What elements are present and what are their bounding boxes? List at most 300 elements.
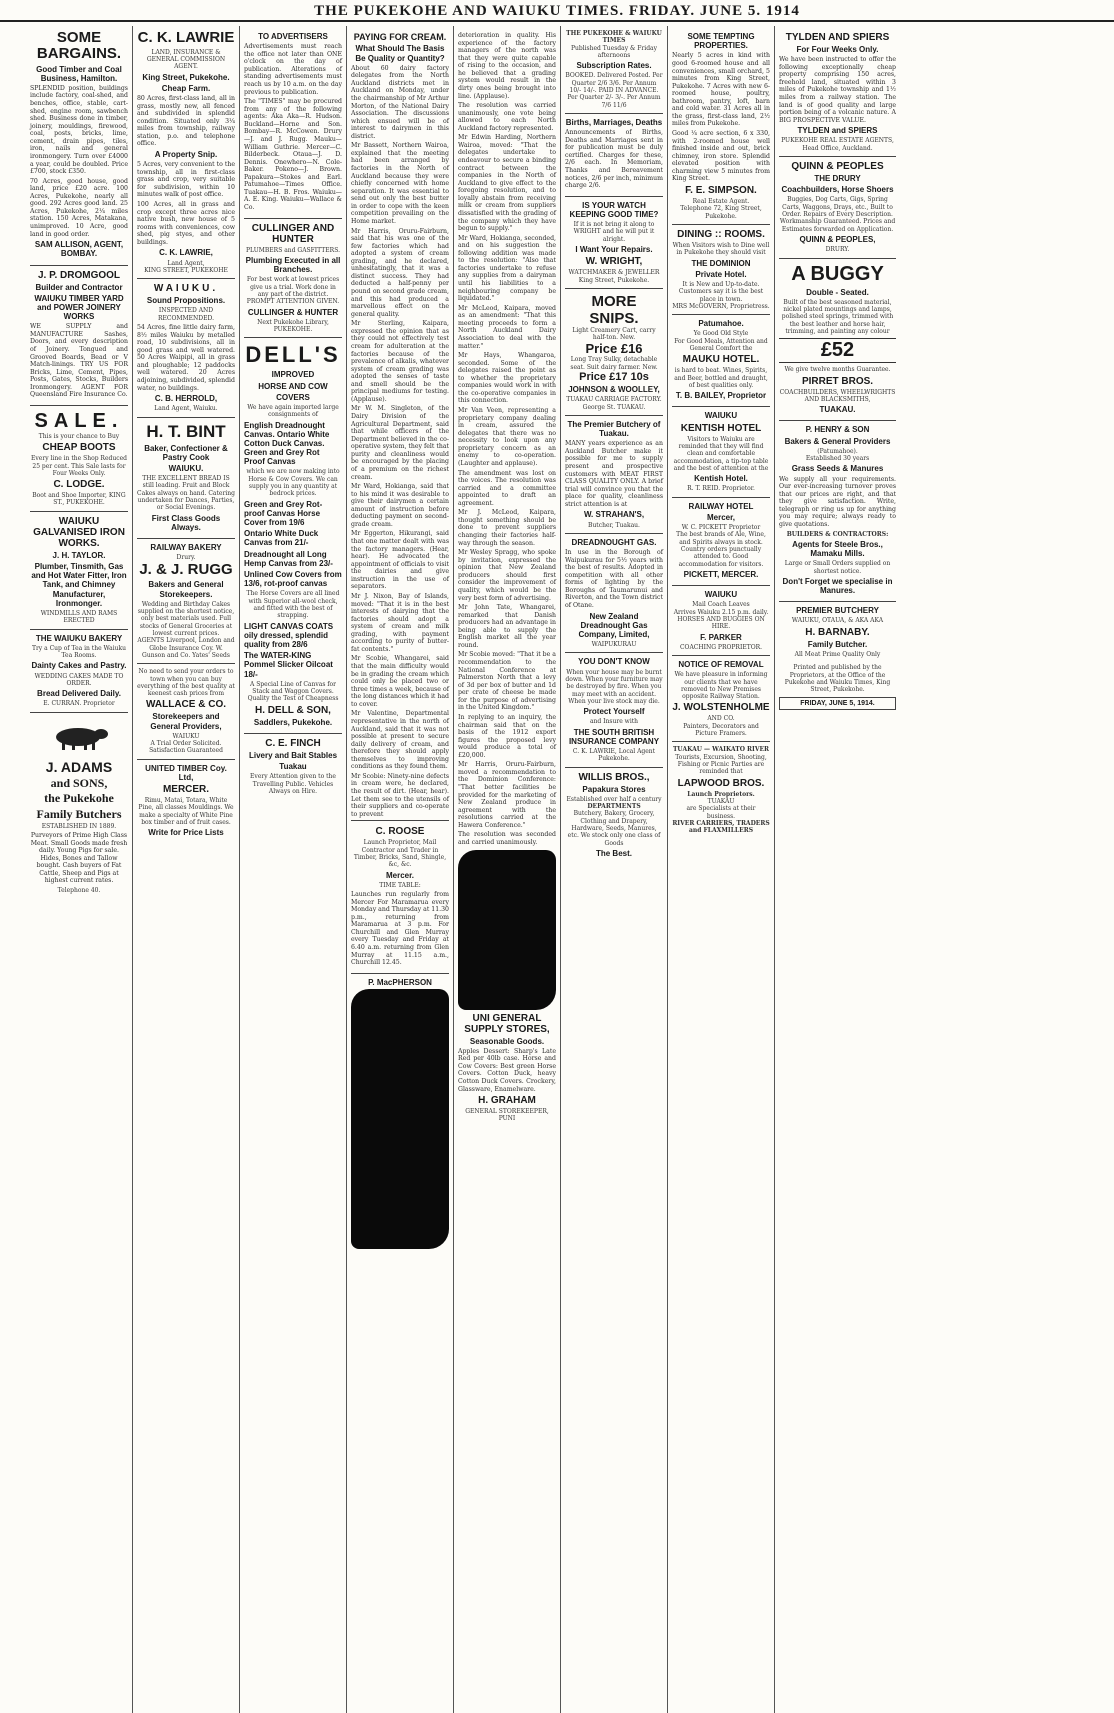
ad-title: WAIUKU GALVANISED IRON WORKS.: [33, 515, 125, 549]
ad-name: C. K. LAWRIE,: [159, 248, 213, 258]
article-paragraph: Mr J. Nixon, Bay of Islands, moved: "That it is in the best interests of dairying that the factories should adopt a system of cream and milk grading, with payment according to purity of butter-fat contents.": [351, 592, 449, 653]
ad-premier-butchery-tuakau: [565, 420, 663, 534]
ad-trade: WATCHMAKER & JEWELLER: [568, 269, 660, 277]
ad-waiuku-propositions: [137, 283, 235, 417]
ad-text: Launch Proprietor, Mail Contractor and Trader in Timber, Bricks, Sand, Shingle, &c, &c.: [353, 839, 447, 869]
ad-title: PREMIER BUTCHERY: [796, 606, 879, 616]
ad-subtitle: MERCER.: [162, 784, 210, 796]
column-4: [347, 26, 454, 1713]
column-3: [240, 26, 347, 1713]
ad-established: ESTABLISHED IN 1889.: [41, 822, 117, 830]
ad-name: H. GRAHAM: [478, 1095, 536, 1107]
ad-subtitle-2: WAIUKU TIMBER YARD and POWER JOINERY WORKS: [34, 293, 124, 322]
article-paragraph: The resolution was carried unanimously, one vote being allowed to each North Auckland factory represented.: [458, 102, 556, 132]
article-paragraph: Mr Scobie, Whangarei, said that the main difficulty would be in grading the cream which could only be placed two or three times a week, because of the long distances which it had to cover.: [351, 655, 450, 708]
ad-title: DELL'S: [245, 342, 341, 368]
ad-text: Try a Cup of Tea in the Waiuku Tea Rooms.: [31, 644, 127, 659]
ad-text-2: It is New and Up-to-date. Customers say it is the best place in town.: [678, 280, 764, 303]
ad-text-2: Long Tray Sulky, detachable seat. Suit dairy farmer. New.: [570, 356, 658, 371]
ad-proprietor: R. T. REID. Proprietor.: [687, 485, 755, 493]
ad-dromgool: [30, 270, 128, 406]
ad-text: The best brands of Ale, Wine, and Spirits always in stock. Country orders punctually attended to. Good accommodation for visitors.: [676, 531, 766, 568]
ad-subtitle-2: RIVER CARRIERS, TRADERS and FLAXMILLERS: [672, 819, 770, 835]
ad-subtitle-2: Bakers and General Storekeepers.: [148, 580, 224, 599]
ad-subtitle: Seasonable Goods.: [469, 1036, 545, 1046]
ad-address: King Street, Pukekohe.: [142, 72, 230, 82]
footer-date: FRIDAY, JUNE 5, 1914.: [779, 697, 896, 710]
article-subtitle: What Should The Basis Be Quality or Quantity?: [355, 44, 445, 63]
ad-name: KENTISH HOTEL: [680, 422, 762, 434]
newspaper-columns: [26, 26, 1114, 1713]
ad-price-2: Price £17 10s: [579, 371, 649, 384]
article-paragraph: Mr Ward, Hokianga, said that to his mind it was desirable to give their dairymen a certain amount of instruction before deducting payment on second-grade cream.: [351, 483, 449, 528]
notice-rates: BOOKED. Delivered Posted. Per Quarter 2/6 3/6. Per Annum 10/- 14/-. PAID IN ADVANCE. Per Quarter 2/- 3/-. Per Annum 7/6 11/6: [565, 72, 663, 109]
subscription-notice: [565, 30, 663, 114]
ad-cullinger-hunter: [244, 223, 342, 339]
article-title: PAYING FOR CREAM.: [353, 32, 447, 42]
ad-title: TUAKAU — WAIKATO RIVER: [672, 746, 770, 754]
column-5: [454, 26, 561, 1713]
notice-title: Births, Marriages, Deaths: [565, 118, 663, 127]
article-paragraph: Mr Scobie: Ninety-nine defects in cream were, he declared, the result of dirt. (Hear, hear). Let them see to the utensils of their suppliers and co-operate to prevent: [351, 772, 449, 818]
ad-text-2: which we are now making into Horse & Cow Covers. We can supply you in any quantity at bedrock prices.: [246, 468, 340, 498]
ad-name: C. B. HERROLD,: [154, 394, 218, 404]
ad-title: J. ADAMS: [45, 759, 113, 776]
article-paying-for-cream: [351, 32, 449, 818]
ad-subtitle: IMPROVED: [271, 370, 315, 380]
ad-text: All Meat Prime Quality Only: [794, 650, 881, 658]
ad-trade: GENERAL STOREKEEPER, PUNI: [465, 1108, 549, 1123]
ad-subtitle: Livery and Bait Stables: [248, 750, 338, 760]
ad-text: MANY years experience as an Auckland Butcher make it possible for me to supply present and prospective customers with MEAT FIRST CLASS QUALITY ONLY. A brief trial will convince you that the place for quality, cleanliness strict attention is at: [565, 440, 663, 508]
notice-text: Advertisements must reach the office not later than ONE o'clock on the day of publication. Alterations of standing advertisements must reach us by 10 a.m. on the day previous to publication.: [244, 43, 342, 96]
ad-text: 80 Acres, first-class land, all in grass, mostly new, all fenced and subdivided in splendid condition. Situated only 3¼ miles from township, railway station, p.o. and telephone office.: [137, 95, 235, 148]
ad-text-2: A Trial Order Solicited. Satisfaction Guaranteed: [149, 740, 223, 755]
ad-subtitle: TIME TABLE:: [379, 881, 421, 889]
ad-title: Patumahoe.: [698, 319, 744, 329]
ad-text-2: Every line in the Shop Reduced 25 per cent. This Sale lasts for Four Weeks Only.: [31, 455, 127, 477]
ad-title: TYLDEN AND SPIERS: [785, 32, 890, 43]
ad-text: Light Creamery Cart, carry half-ton. New.: [572, 326, 656, 342]
ad-subtitle: Baker, Confectioner & Pastry Cook: [144, 443, 228, 462]
ad-title: The Premier Butchery of Tuakau.: [567, 419, 661, 439]
ad-subtitle: Double - Seated.: [806, 287, 869, 297]
ad-text-3: The Horse Covers are all lined with Superior all-wool check, and fitted with the best of strapping.: [246, 590, 340, 620]
ad-subtitle: Butcher, Tuakau.: [588, 521, 640, 529]
ad-agent: C. K. LAWRIE, Local Agent Pukekohe.: [572, 748, 656, 763]
ad-title: NOTICE OF REMOVAL: [678, 660, 764, 669]
ad-south-british: [565, 657, 663, 767]
ad-subtitle-2: Bread Delivered Daily.: [37, 689, 121, 699]
article-paragraph: Mr Wesley Spragg, who spoke by invitation, expressed the opinion that New Zealand producers should first consider the improvement of quality, which would be the very best form of advertising.: [458, 549, 556, 602]
ad-subtitle-2: the Pukekohe: [44, 791, 114, 806]
ad-title: QUINN & PEOPLES: [791, 161, 884, 173]
ad-price: £52: [779, 338, 896, 363]
ad-address: Next Pukekohe Library, PUKEKOHE.: [257, 318, 329, 333]
ad-place: WAIUKU: [172, 732, 200, 740]
ad-subtitle-2: BUILDERS & CONTRACTORS:: [786, 530, 889, 538]
ad-text-3: 100 Acres, all in grass and crop except three acres nice native bush, new house of 5 rooms with conveniences, cow shed, pig styes, and other buildings.: [137, 201, 235, 246]
article-paragraph: In replying to an inquiry, the chairman said that on the basis of the 1912 export figures the proposed levy would produce a total of £20,000.: [458, 713, 556, 759]
ad-agents: AGENTS Liverpool, London and Globe Insurance Coy. W. Gunson and Co. Yates' Seeds: [137, 637, 235, 659]
ad-lapwood-bros: [672, 746, 770, 838]
ad-text: Tourists, Excursion, Shooting, Fishing or Picnic Parties are reminded that: [675, 753, 767, 776]
ad-mauku-hotel: [672, 319, 770, 407]
ad-subtitle-3: Family Butchers: [36, 806, 122, 821]
ad-subtitle: Kentish Hotel.: [694, 474, 748, 484]
ad-name: J. WOLSTENHOLME: [672, 702, 770, 714]
price-line-6: The WATER-KING Pommel Slicker Oilcoat 18/-: [244, 651, 333, 679]
ad-text: Built of the best seasoned material, nickel plated mountings and lamps, polished steel springs, trimmed with the best leather and horse hair, trimming, and painting any colour: [781, 298, 894, 335]
ad-agent: SAM ALLISON, AGENT, BOMBAY.: [34, 240, 124, 259]
article-paragraph: Mr Scobie moved: "That it be a recommendation to the National Conference at Palmerston North that a levy of 3d per box of butter and 1d per crate of cheese be made for the purpose of advertising in the United Kingdom.": [458, 651, 556, 712]
ad-subtitle: Storekeepers and General Providers,: [150, 712, 222, 731]
ad-subtitle: Real Estate Agent.: [692, 197, 750, 205]
ad-wallace: [137, 668, 235, 760]
sheep-illustration: [44, 723, 114, 751]
article-continued: [458, 32, 556, 847]
price-line-4: Unlined Cow Covers from 13/6, rot-proof canvas: [244, 570, 342, 589]
ad-title: WAIUKU.: [153, 283, 219, 295]
article-paragraph: Mr Harris, Oruru-Fairburn, moved a recommendation to the Dominion Conference: "That better facilities be provided for the marketing of New Zealand produce in agreement with the resolutions carried at the Hawera Conference.": [458, 761, 556, 829]
ad-lots: 70 Acres, good house, good land, price £20 acre. 100 Acres, Pukekohe, nearly all good. 292 Acres good land. 25 Acres, Pukekohe, 2¼ miles station. 150 Acres, Matakana, unimproved. 10 Acre, good land in good order.: [30, 177, 128, 238]
ad-subtitle: Protect Yourself: [583, 707, 645, 717]
ad-name: PIRRET BROS.: [801, 375, 874, 387]
ad-name: THE SOUTH BRITISH INSURANCE COMPANY: [568, 727, 660, 746]
ad-address: Telephone 72, King Street, Pukekohe.: [680, 205, 762, 220]
ad-some-bargains: [30, 30, 128, 266]
ad-text: No need to send your orders to town when you can buy everything of the best quality at keenest cash prices from: [137, 668, 235, 698]
ad-subtitle-2: DEPARTMENTS: [587, 803, 641, 811]
ad-subtitle: I Want Your Repairs.: [575, 245, 653, 254]
ad-name: H. DELL & SON,: [255, 704, 331, 716]
ad-name: W. WRIGHT,: [585, 256, 643, 268]
ad-adams-butchers: [30, 717, 128, 899]
ad-name: C. LODGE.: [53, 479, 105, 491]
ad-name: H. BARNABY.: [805, 626, 870, 638]
article-paragraph: Mr Sterling, Kaipara, expressed the opinion that as they could not effectively test cream for adulteration at the factories because of the prevalence of alkalis, whatever system of cream grading was adopted the senses of taste and smell should be the principal mediums for testing. (Applause).: [351, 320, 449, 403]
ad-dominion-hotel: [672, 229, 770, 315]
notice-title: TO ADVERTISERS: [258, 32, 328, 41]
ad-subtitle: Private Hotel.: [695, 269, 747, 279]
ad-finch-stables: [244, 738, 342, 799]
ad-text-2: and Insure with: [589, 718, 639, 726]
ad-puni-stores: [458, 1013, 556, 1127]
ad-tylden-spiers: [779, 32, 896, 157]
notice-title: THE PUKEKOHE & WAIUKU TIMES: [566, 30, 662, 45]
imprint: Printed and published by the Proprietors, at the Office of the Pukekohe and Waiuku Times, King Street, Pukekohe.: [784, 664, 891, 694]
masthead: THE PUKEKOHE AND WAIUKU TIMES. FRIDAY. JUNE 5. 1914: [0, 0, 1114, 22]
ad-text: If it is not bring it along to WRIGHT and he will put it alright.: [573, 221, 655, 243]
ad-proprietor: T. B. BAILEY, Proprietor: [675, 391, 767, 401]
ad-subtitle: Family Butcher.: [807, 639, 868, 649]
ad-name: JOHNSON & WOOLLEY,: [568, 385, 660, 395]
ad-title: SALE.: [34, 409, 124, 432]
article-paragraph: The amendment was lost on the voices. The resolution was carried and a committee appointed to draft an agreement.: [458, 469, 556, 507]
ad-subtitle: Launch Proprietors.: [687, 790, 755, 798]
ad-waiuku-bakery: [30, 634, 128, 713]
ad-subtitle: THE DRURY: [814, 174, 861, 184]
ad-address: Boot and Shoe Importer, KING ST., PUKEKOHE.: [32, 492, 126, 507]
ad-dells-covers: [244, 342, 342, 734]
ad-text: Established over half a century: [566, 795, 662, 803]
ad-place: Land Agent, Waiuku.: [154, 405, 218, 413]
ad-trade: Painters, Decorators and Picture Framers.: [683, 722, 759, 738]
ad-heading: Cheap Farm.: [161, 83, 211, 93]
ad-text: This is your chance to Buy: [38, 432, 120, 440]
ad-place: WAIPUKURAU: [591, 641, 637, 649]
ad-place: Mercer.: [385, 870, 415, 880]
ad-text: For best work at lowest prices give us a trial. Work done in any part of the district.: [246, 276, 340, 298]
ad-text: For Good Meals, Attention and General Comfort the: [674, 337, 768, 352]
ad-subtitle: LAND, INSURANCE & GENERAL COMMISSION AGENT.: [146, 48, 226, 71]
ad-wright-watchmaker: [565, 201, 663, 289]
ad-footer: Write for Price Lists: [148, 828, 224, 838]
ad-title: WILLIS BROS.,: [578, 771, 650, 783]
ad-proprietor: MRS McGOVERN, Proprietress.: [672, 302, 770, 310]
ad-footer: Don't Forget we specialise in Manures.: [782, 576, 893, 595]
ad-text: When your house may be burnt down. When your furniture may be destroyed by fire. When you may meet with an accident. When your live stock may die.: [565, 668, 663, 705]
ad-railway-bakery: [137, 543, 235, 664]
ad-subtitle-2: HORSE AND COW: [258, 381, 328, 391]
ad-willis-bros: [565, 772, 663, 865]
article-paragraph: Mr McLeod, Kaipara, moved as an amendment: "That this meeting proceeds to form a North Auckland Dairy Association to deal with the matter.": [458, 304, 556, 350]
ad-title: H. T. BINT: [146, 421, 226, 441]
article-paragraph: Mr Harris, Oruru-Fairburn, said that his was one of the few factories which had adopted a system of cream grading, and he declared, unhesitatingly, that it was a distinct success. They had deducted a half-penny per pound on second grade cream, and this had produced a marvellous effect on the general quality.: [351, 227, 449, 318]
ad-place: WAIUKU.: [168, 463, 204, 473]
ad-text: SPLENDID position, buildings include factory, coal-shed, and benches, office, stable, cart-shed, engine room, sawbench shed. Business done in timber, joinery, mouldings, firewood, coal, posts, bricks, lime, cement, drain pipes, tiles, iron, nails and general ironmongery. Turn over £4000 a year, could be doubled. Price £700, stock £350.: [30, 84, 128, 176]
article-paragraph: Mr Hays, Whangaroa, seconded. Some of the delegates raised the point as to whether the proprietary companies would work in with the co-operative companies in this connection.: [458, 352, 556, 405]
ad-subtitle: Builder and Contractor: [35, 282, 123, 292]
ad-more-snips: [565, 293, 663, 416]
ad-title: DREADNOUGHT GAS.: [571, 537, 657, 547]
ad-subtitle: Drury.: [176, 554, 196, 562]
price-line-3: Dreadnought all Long Hemp Canvas from 23/-: [244, 549, 333, 568]
ad-subtitle-3: COVERS: [276, 392, 310, 402]
article-paragraph: Mr Bassett, Northern Wairoa, explained that the meeting had been arranged by factories in the North of Auckland because they were chiefly concerned with home separation. It was essential to send out only the best butter in order to cope with the keen competition prevailing on the Home market.: [351, 142, 449, 225]
ad-text: Buggies, Dog Carts, Gigs, Spring Carts, Waggons, Drays, etc., Built to Order. Repairs of Every Description. Workmanship Guaranteed. Prices and Estimates forwarded on Application.: [779, 196, 896, 233]
ad-title: DINING :: ROOMS.: [677, 228, 765, 240]
ad-note: WINDMILLS AND RAMS ERECTED: [40, 609, 118, 625]
ad-sale: [30, 410, 128, 512]
price-line-5: LIGHT CANVAS COATS oily dressed, splendid quality from 28/6: [244, 621, 334, 649]
ad-place: TUAKAU: [707, 797, 735, 805]
column-2: [133, 26, 240, 1713]
ad-name: PICKETT, MERCER.: [683, 569, 759, 579]
ad-text: Every Attention given to the Travelling Public. Vehicles Always on Hire.: [250, 773, 336, 795]
ad-place: Saddlers, Pukekohe.: [253, 717, 333, 727]
ad-text-2: is hard to beat. Wines, Spirits, and Beer, bottled and draught, of best qualities only.: [674, 367, 768, 389]
ad-title: SOME BARGAINS.: [36, 29, 122, 62]
ad-subtitle: Good Timber and Coal Business, Hamilton.: [36, 64, 122, 83]
ad-text: Plumber, Tinsmith, Gas and Hot Water Fitter, Iron Tank, and Chimney Manufacturer, Ironmonger.: [31, 561, 127, 608]
ad-subtitle: Sound Propositions.: [146, 296, 226, 306]
ad-text: We have pleasure in informing our clients that we have removed to New Premises opposite Railway Station.: [674, 671, 768, 701]
ad-title: C. ROOSE: [375, 826, 425, 838]
ad-name: CULLINGER & HUNTER: [247, 307, 339, 317]
ad-subtitle: CHEAP BOOTS: [42, 442, 116, 454]
ad-name: New Zealand Dreadnought Gas Company, Limited,: [578, 611, 650, 639]
ad-kentish-hotel: [672, 411, 770, 497]
notice-agents: The "TIMES" may be procured from any of the following agents: Aka Aka—R. Hudson. Buckland—Horne and Son. Bombay—R. McCowen. Drury—J. and J. Rugg. Mauku—William Guthrie. Mercer—C. Bilderbeck. Otaua—J. D. Dennis. Onewhero—N. Cole-Baker. Pokeno—J. Brown. Papakura—Stokes and Earl. Patumahoe—Times Office. Tuakau—H. B. Fros. Waiuku—A. E. King. Waiuku—Wallace & Co.: [244, 98, 342, 211]
ad-title: THE WAIUKU BAKERY: [35, 633, 123, 643]
ad-text: Rimu, Matai, Totara, White Pine, all classes Mouldings. We make a specialty of White Pine box timber and of fruit cases.: [138, 797, 234, 827]
ad-timetable: Launches run regularly from Mercer For Maramarua every Monday and Thursday at 11.30 p.m., returning from Maramarua at 3 p.m. For Churchill and Glen Murray every Tuesday and Friday at 6.40 a.m. returning from Glen Murray at 11.15 a.m., Churchill 12.45.: [351, 891, 449, 967]
ad-subtitle: Ye Good Old Style: [693, 330, 749, 338]
ad-text-2: We give twelve months Guarantee.: [784, 366, 891, 374]
ad-address-2: KING STREET, PUKEKOHE: [144, 266, 228, 274]
damaged-area: [351, 989, 449, 1249]
article-paragraph: About 60 dairy factory delegates from the North Auckland districts met in Auckland on Monday, under the chairmanship of Mr Arthur Morton, of the National Dairy Association. The discussions which ensued will be of interest to dairymen in this district.: [351, 64, 449, 140]
ad-waiuku-coach: [672, 590, 770, 656]
column-1: [26, 26, 133, 1713]
ad-text: We have been instructed to offer the following exceptionally cheap property comprising 150 acres, freehold land, situated within 3 miles of Pukekohe township and 1½ miles from a railway station. The land is of good quality and large portion being of a volcanic nature. A BIG PROSPECTIVE VALUE.: [779, 56, 896, 124]
ad-subtitle-2: First Class Goods Always.: [151, 513, 221, 532]
ad-subtitle: Papakura Stores: [582, 784, 646, 794]
ad-place: (Patumahoe).: [817, 447, 858, 455]
ad-name: QUINN & PEOPLES,: [799, 235, 876, 244]
ad-henry-son: [779, 425, 896, 602]
article-paragraph: Mr W. M. Singleton, of the Dairy Division of the Agricultural Department, said that while officers of the Department believed in the co-operative system, they felt that purity and cleanliness would be encouraged by the placing of a premium on the richest cream.: [351, 405, 450, 481]
notice-text: Published Tuesday & Friday afternoons: [570, 44, 658, 59]
ad-subtitle-2: Coachbuilders, Horse Shoers: [781, 185, 894, 195]
ad-proprietor: W. C. PICKETT Proprietor: [681, 524, 761, 531]
article-paragraph: Mr Van Veen, representing a proprietary company dealing in cream, assured the delegates that there was no necessity to look upon any proprietary concern as an enemy to co-operation. (Laughter and applause).: [458, 407, 556, 467]
ad-roose: [351, 820, 449, 973]
column-7: [668, 26, 775, 1713]
ad-united-timber: [137, 764, 235, 844]
ad-note: INSPECTED AND RECOMMENDED.: [157, 307, 215, 322]
ad-name: J. H. TAYLOR.: [52, 550, 106, 560]
ad-text: Nearly 5 acres in kind with good 6-roomed house and all conveniences, small orchard, 5 minutes from King Street, Pukekohe. 7 Acres with new 6-roomed house, poultry, bathroom, pantry, loft, barn and cold water. 31 Acres all in the grass, first-class land, 2½ miles from Pukekohe.: [672, 52, 770, 128]
column-6: [561, 26, 668, 1713]
ad-title: WAIUKU: [704, 411, 738, 421]
ad-title: SOME TEMPTING PROPERTIES.: [687, 32, 755, 51]
ad-text: We have again imported large consignments of: [247, 403, 339, 419]
ad-title: C. K. LAWRIE: [137, 29, 235, 46]
ad-title-2: Grass Seeds & Manures: [791, 464, 884, 474]
ad-text-2: are Specialists at their business.: [686, 805, 756, 820]
article-paragraph: Mr J. McLeod, Kaipara, thought something should be done to prevent suppliers changing their factories half-way through the season.: [458, 509, 556, 547]
ad-dreadnought-gas: [565, 538, 663, 654]
ad-railway-hotel: [672, 502, 770, 586]
ad-subtitle: PLUMBERS and GASFITTERS.: [246, 246, 340, 254]
ad-subtitle-2: PUKEKOHE REAL ESTATE AGENTS,: [781, 137, 894, 145]
ad-subtitle: and SONS,: [50, 776, 108, 791]
notice-to-advertisers: [244, 32, 342, 219]
ad-galvanised-iron: [30, 516, 128, 630]
ad-text: 54 Acres, fine little dairy farm, 8½ miles Waiuku by metalled road, 10 subdivisions, all in good grass and well watered. 50 Acres Waipipi, all in grass and ploughable; 12 paddocks well watered. 20 Acres adjoining, subdivided, splendid water, no buildings.: [137, 324, 235, 392]
ad-price-1: Price £16: [585, 341, 643, 357]
ad-text: In use in the Borough of Waipukurau for 5½ years with the best of results. Adopted in competition with all other forms of lighting by the Boroughs of Taumarunui and Riverton, and the Town district of Otane.: [565, 549, 663, 609]
ad-text: Arrives Waiuku 2.15 p.m. daily. HORSES AND BUGGIES ON HIRE.: [673, 608, 769, 631]
ad-notice-of-removal: [672, 660, 770, 742]
ad-title: A BUGGY: [791, 262, 884, 285]
ad-subtitle: Mercer,: [706, 512, 736, 522]
article-paragraph: Mr Edwin Harding, Northern Wairoa, moved: "That the delegates undertake to endeavour to secure a binding contract between the companies in the North of Auckland to give effect to the foregoing resolution, and to loyally abstain from receiving milk or cream from suppliers dissatisfied with the grading of the company which they have begun to supply.": [458, 134, 556, 233]
ad-trade: COACHING PROPRIETOR.: [679, 643, 763, 651]
ad-title: IS YOUR WATCH KEEPING GOOD TIME?: [569, 200, 659, 219]
ad-subtitle-3: The Best.: [595, 849, 632, 858]
ad-text: We supply all your requirements. Our ever-increasing turnover proves that our prices are right, and that they give satisfaction. Write, telegraph or ring us up for anything you may require; always ready to give quotations.: [779, 475, 896, 528]
ad-subtitle: For Four Weeks Only.: [796, 45, 879, 54]
damaged-area: [458, 850, 556, 1010]
ad-name: MAUKU HOTEL.: [682, 354, 760, 366]
article-paragraph: Mr Eggerton, Hikurangi, said that one matter dealt with was the factory managers. (Hear, hear). He advocated the appointment of officials to visit the dairies and give instruction in the use of separators.: [351, 530, 449, 591]
ad-note: PROMPT ATTENTION GIVEN.: [246, 298, 340, 306]
ad-title: J. P. DROMGOOL: [37, 269, 121, 281]
ad-subtitle: Dainty Cakes and Pastry.: [31, 661, 127, 671]
ad-title: P. MacPHERSON: [368, 977, 432, 987]
ad-text-2: WEDDING CAKES MADE TO ORDER.: [34, 672, 124, 687]
ad-subtitle: AND CO.: [707, 715, 735, 723]
ad-name: LAPWOOD BROS.: [677, 777, 765, 789]
ad-subtitle-2: Plumbing Executed in all Branches.: [245, 255, 341, 275]
ad-title: WAIUKU: [704, 590, 738, 600]
article-paragraph: deterioration in quality. His experience of the factory managers of the north was that they were quite capable of rising to the occasion, and he believed that a grading system would result in the dirty ones being brought into line. (Applause).: [458, 32, 556, 100]
price-line-2: Ontario White Duck Canvas from 21/-: [244, 529, 319, 548]
ad-telephone: Telephone 40.: [57, 887, 101, 894]
ad-a-buggy: [779, 263, 896, 422]
ad-text: When Visitors wish to Dine well in Pukekohe they should visit: [672, 241, 770, 257]
ad-title: MORE SNIPS.: [589, 292, 639, 327]
notice-subtitle: Subscription Rates.: [576, 61, 652, 71]
ad-items: English Dreadnought Canvas. Ontario White Cotton Duck Canvas. Green and Grey Rot Proof Canvas: [244, 420, 330, 467]
ad-place: TUAKAU.: [819, 405, 856, 415]
ad-text: Apples Dessert: Sharp's Late Red per 40lb case. Horse and Cow Covers: Best green Horse Covers. Cotton Duck, heavy Cotton Duck Covers. Crockery, Glassware, Enamelware.: [458, 1047, 556, 1093]
ad-address: George St. TUAKAU.: [582, 403, 646, 411]
price-line-1: Green and Grey Rot-proof Canvas Horse Cover from 19/6: [244, 499, 323, 528]
article-paragraph: Mr Valentine, Departmental representative in the north of Auckland, said that it was not possible at present to secure daily delivery of cream, and therefore they should apply themselves to improving conditions as they found them.: [351, 710, 449, 771]
ad-text: Wedding and Birthday Cakes supplied on the shortest notice, only best materials used. Full stocks of General Groceries at lowest current prices.: [137, 600, 235, 637]
ad-established: Established 30 years: [805, 455, 870, 463]
ad-title: CULLINGER AND HUNTER: [251, 222, 335, 245]
ad-text: Visitors to Waiuku are reminded that they will find clean and comfortable accommodation, a tip-top table and the best of attention at the: [673, 435, 769, 472]
notice-text: Announcements of Births, Deaths and Marriages sent in for publication must be duly certified. Charges for these, 2/6 each. In Memoriam, Thanks and Bereavement notices, 2/6 per inch, minimum charge 2/6.: [565, 129, 663, 190]
ad-text-2: Large or Small Orders supplied on shortest notice.: [784, 560, 891, 575]
ad-subtitle-3: Agents for Steele Bros., Mamaku Mills.: [792, 539, 883, 558]
ad-title: RAILWAY HOTEL: [688, 501, 754, 511]
ad-title: WALLACE & CO.: [146, 699, 226, 711]
ad-text-4: A Special Line of Canvas for Stack and Waggon Covers. Quality the Test of Cheapness: [247, 680, 339, 703]
ad-quinn-peoples: [779, 161, 896, 258]
ad-macpherson: [351, 978, 449, 1249]
column-8: [775, 26, 900, 1713]
ad-title: C. E. FINCH: [265, 737, 321, 749]
ad-title-2: J. & J. RUGG: [139, 560, 233, 578]
article-paragraph: Mr Ward, Hokianga, seconded, and on his suggestion the following addition was made to the resolution: "Also that factories undertake to refuse any supplies from a dairyman until his liabilities to a neighbouring company be liquidated.": [458, 234, 556, 303]
ad-place: DRURY.: [825, 246, 850, 254]
ad-role: Land Agent,: [167, 259, 205, 267]
ad-title: RAILWAY BAKERY: [150, 543, 222, 553]
births-marriages-deaths: [565, 118, 663, 197]
ad-name: TYLDEN and SPIERS: [797, 126, 878, 136]
ad-text-2: Good ¼ acre section, 6 x 330, with 2-roomed house well finished inside and out, brick chimney, iron store. Splendid elevated position with charming view 5 minutes from King Street.: [672, 130, 770, 183]
ad-text: THE EXCELLENT BREAD IS still leading. Fruit and Block Cakes always on hand. Catering undertaken for Dances, Parties, or Social Evenings.: [137, 475, 235, 512]
ad-place: WAIUKU, OTAUA, & AKA AKA: [791, 617, 884, 625]
ad-title: UNI GENERAL SUPPLY STORES,: [464, 1012, 550, 1035]
ad-text: Purveyors of Prime High Class Meat. Small Goods made fresh daily. Young Pigs for sale. Hides, Bones and Tallow bought. Cash buyers of Fat Cattle, Sheep and Pigs at highest current rates.: [30, 832, 128, 885]
ad-bint-baker: [137, 422, 235, 540]
ad-name: W. STRAHAN'S,: [583, 510, 645, 520]
ad-text-2: Butchery, Bakery, Grocery, Clothing and Drapery, Hardware, Seeds, Manures, etc. We stock only one class of Goods: [567, 810, 661, 847]
ad-text: WE SUPPLY and MANUFACTURE Sashes, Doors, and every description of Joinery. Tongued and Grooved Boards, Bead or V Match-linings. TRY US FOR Bricks, Lime, Cement, Pipes, Posts, Gates, Stocks, Builders Ironmongery. AGENT FOR Queensland Fire Insurance Co.: [30, 323, 128, 399]
ad-proprietor: E. CURRAN. Proprietor: [43, 700, 115, 708]
ad-name: THE DOMINION: [691, 258, 751, 268]
ad-name: F. PARKER: [700, 632, 742, 642]
ad-title: YOU DON'T KNOW: [578, 657, 650, 667]
article-paragraph: The resolution was seconded and carried unanimously.: [458, 831, 556, 846]
